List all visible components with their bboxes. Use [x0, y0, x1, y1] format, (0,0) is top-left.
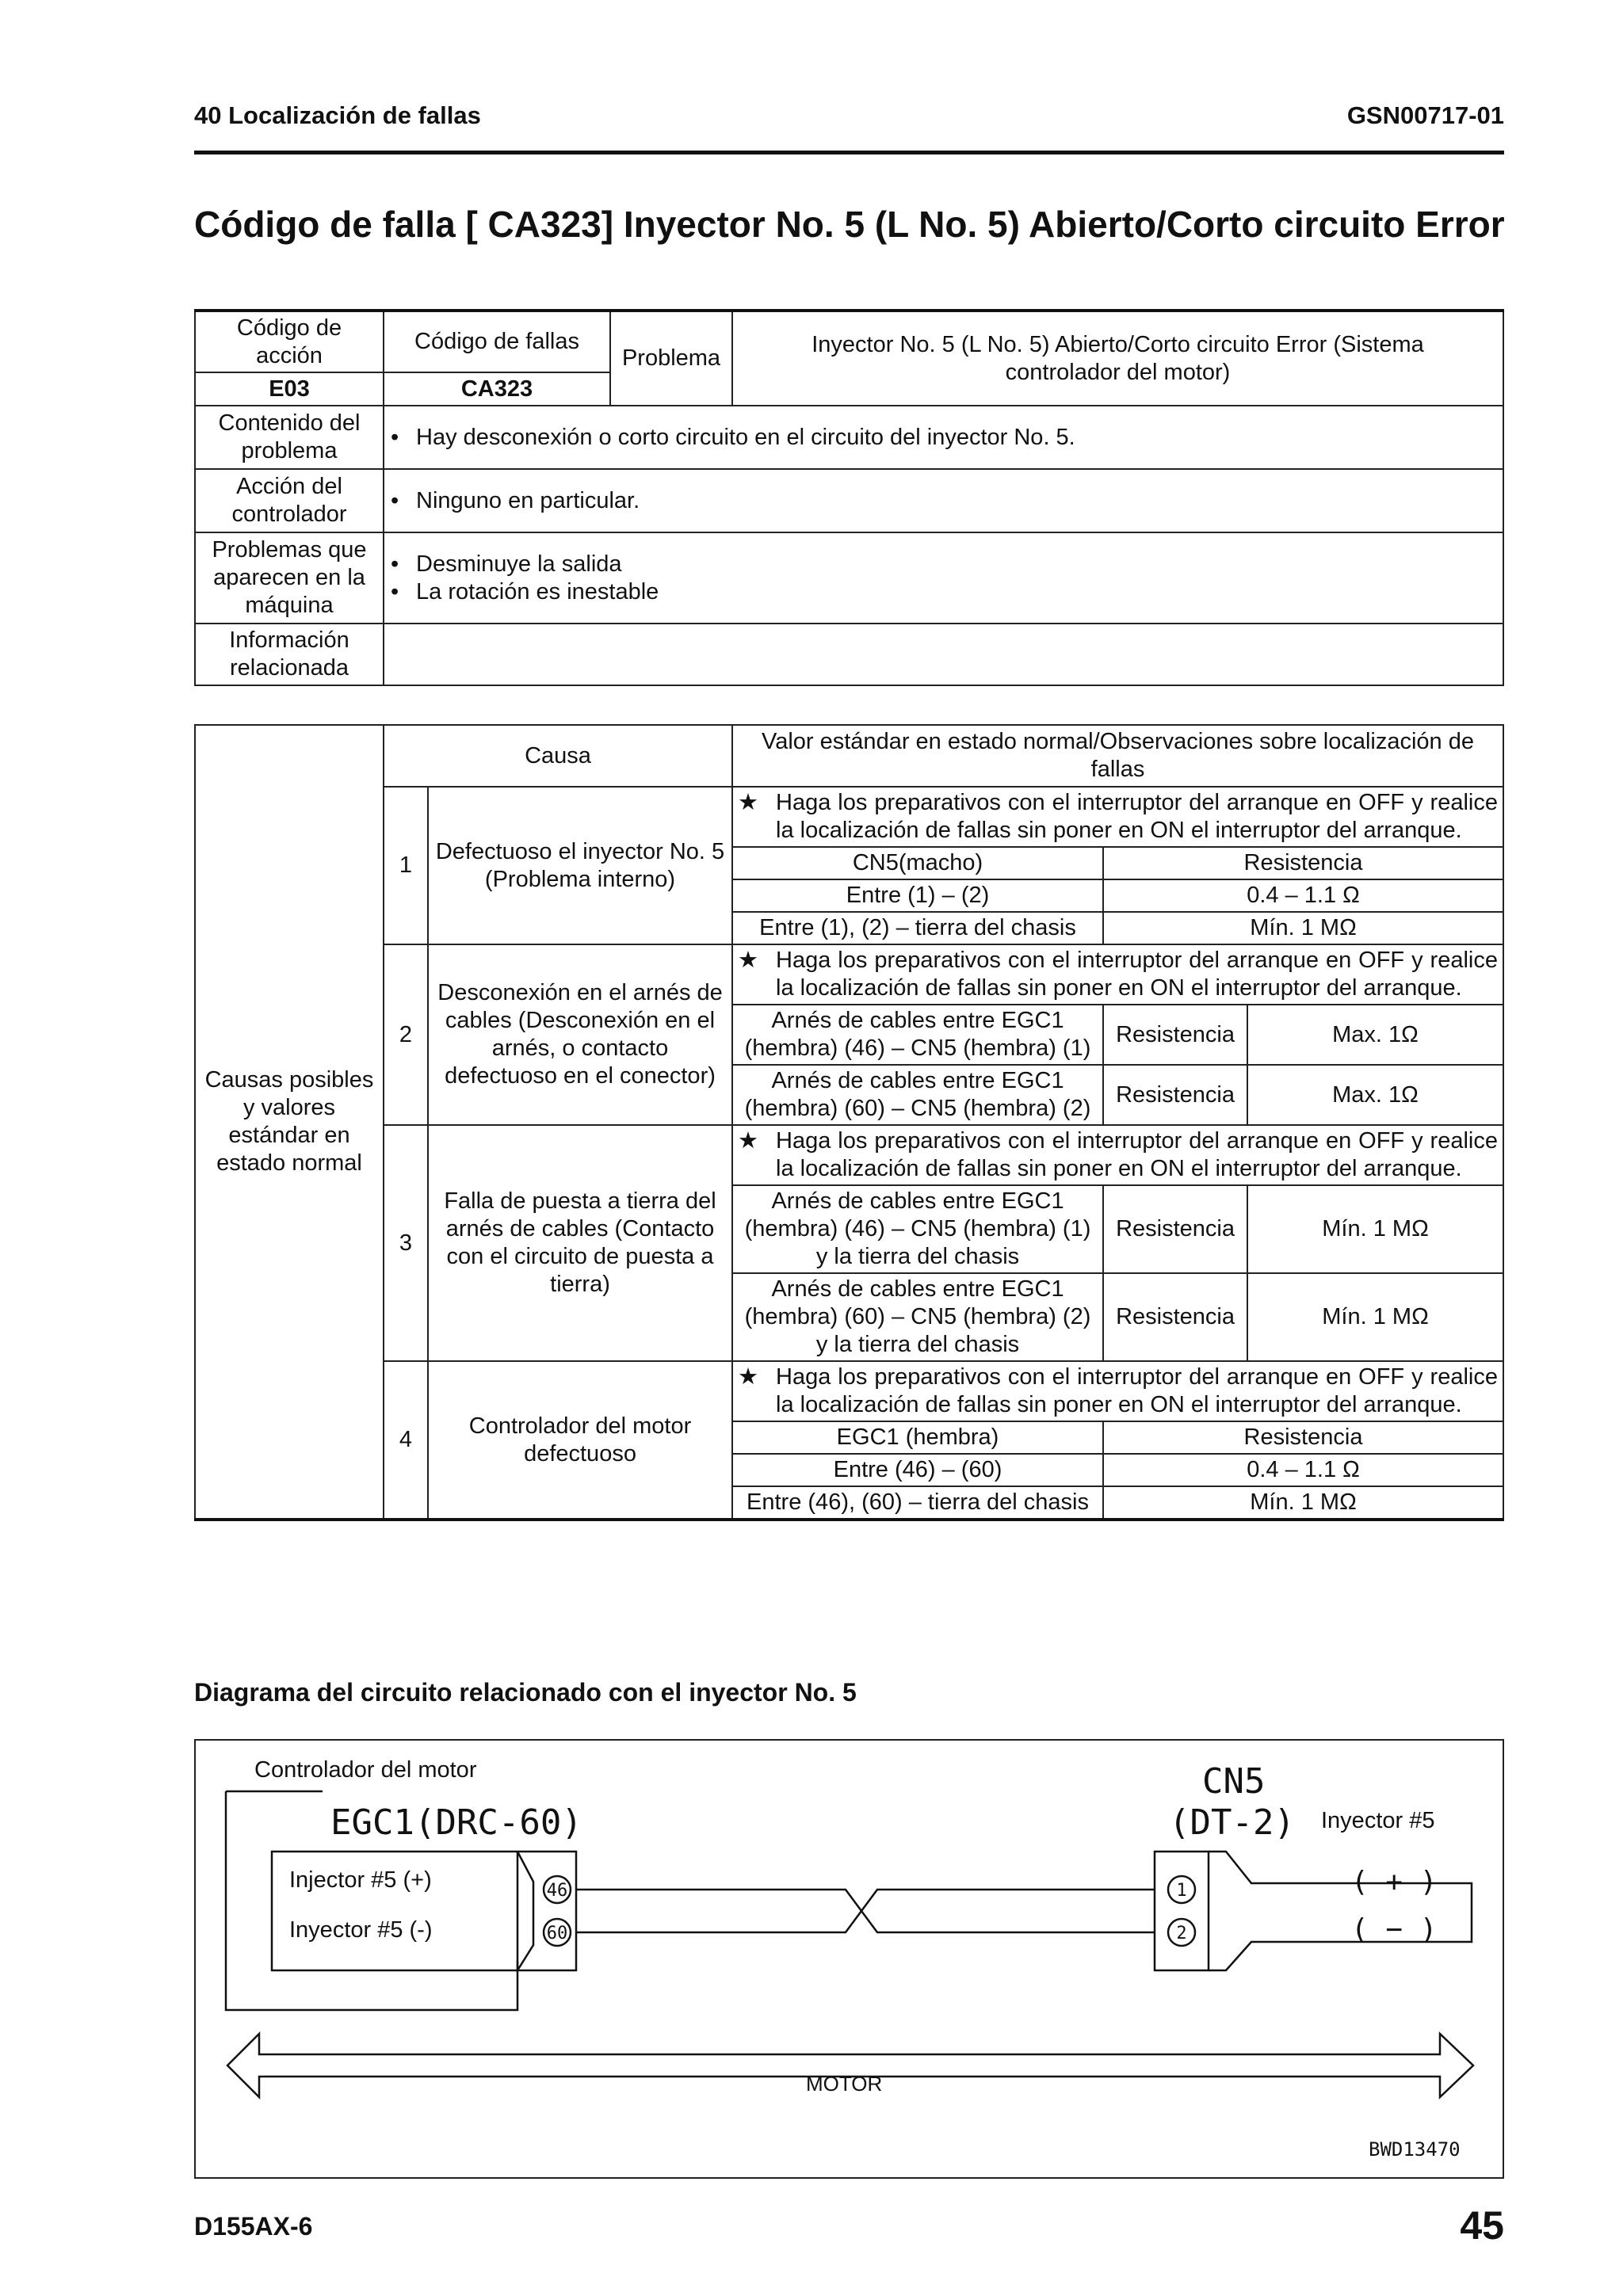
- page-number: 45: [1460, 2203, 1504, 2248]
- prep-note-cell: [732, 1125, 1503, 1185]
- problem-label: Problema: [610, 311, 732, 406]
- prep-note-cell: [732, 944, 1503, 1005]
- section-title: 40 Localización de fallas: [194, 101, 481, 129]
- star-icon: ★: [738, 948, 759, 973]
- check-value: Mín. 1 MΩ: [1103, 1486, 1503, 1520]
- fault-code: CA323: [384, 372, 610, 406]
- cn5-label: CN5: [1202, 1761, 1266, 1802]
- machine-item: Desminuye la salida: [416, 551, 622, 577]
- model-code: D155AX-6: [194, 2212, 313, 2241]
- check-value: Mín. 1 MΩ: [1103, 912, 1503, 944]
- egc-connector-shape: [517, 1852, 533, 1970]
- related-cell: [384, 624, 1503, 685]
- check-type: Resistencia: [1103, 1185, 1247, 1273]
- figure-code: BWD13470: [1369, 2138, 1461, 2161]
- check-value: Max. 1Ω: [1247, 1065, 1503, 1125]
- controller-label: Controlador del motor: [254, 1757, 477, 1783]
- machine-item: La rotación es inestable: [416, 578, 659, 605]
- problem-text: Inyector No. 5 (L No. 5) Abierto/Corto circuito Error (Sistema controlador del motor): [732, 311, 1503, 406]
- related-label: Información relacionada: [195, 624, 384, 685]
- check-value: Max. 1Ω: [1247, 1005, 1503, 1065]
- controller-text: Ninguno en particular.: [416, 487, 640, 513]
- motor-label: MOTOR: [806, 2072, 883, 2096]
- check-value: 0.4 – 1.1 Ω: [1103, 879, 1503, 912]
- check-point: Entre (1) – (2): [732, 879, 1103, 912]
- star-icon: ★: [738, 1364, 759, 1390]
- minus-sign: ( − ): [1351, 1913, 1438, 1946]
- check-point: Entre (46), (60) – tierra del chasis: [732, 1486, 1103, 1520]
- wire: [576, 1890, 1155, 1932]
- pin-2: 2: [1176, 1924, 1187, 1943]
- check-value: Mín. 1 MΩ: [1247, 1185, 1503, 1273]
- fault-code-label: Código de fallas: [384, 311, 610, 372]
- bullet: •: [391, 578, 399, 605]
- check-point: Arnés de cables entre EGC1 (hembra) (46) – CN5 (hembra) (1) y la tierra del chasis: [732, 1185, 1103, 1273]
- check-point: Arnés de cables entre EGC1 (hembra) (46) – CN5 (hembra) (1): [732, 1005, 1103, 1065]
- value-header: Valor estándar en estado normal/Observaciones sobre localización de fallas: [732, 725, 1503, 787]
- check-point: Arnés de cables entre EGC1 (hembra) (60) – CN5 (hembra) (2): [732, 1065, 1103, 1125]
- check-type: Resistencia: [1103, 1065, 1247, 1125]
- controller-label: Acción del controlador: [195, 469, 384, 532]
- cause-number: 2: [384, 944, 428, 1125]
- wire: [576, 1890, 1155, 1932]
- machine-label: Problemas que aparecen en la máquina: [195, 532, 384, 624]
- star-icon: ★: [738, 790, 759, 815]
- cause-text: Controlador del motor defectuoso: [428, 1361, 732, 1520]
- controller-cell: [384, 469, 1503, 532]
- star-icon: ★: [738, 1128, 759, 1154]
- cause-number: 4: [384, 1361, 428, 1520]
- check-type: Resistencia: [1103, 1273, 1247, 1361]
- circuit-diagram-svg: [196, 1741, 1506, 2180]
- header-rule: [194, 151, 1504, 154]
- check-point: Arnés de cables entre EGC1 (hembra) (60) – CN5 (hembra) (2) y la tierra del chasis: [732, 1273, 1103, 1361]
- cn5-connector-body: [1155, 1852, 1209, 1970]
- cause-number: 1: [384, 787, 428, 944]
- check-col1-header: EGC1 (hembra): [732, 1421, 1103, 1454]
- check-value: 0.4 – 1.1 Ω: [1103, 1454, 1503, 1486]
- cause-header: Causa: [384, 725, 732, 787]
- check-value: Mín. 1 MΩ: [1247, 1273, 1503, 1361]
- prep-note-cell: [732, 787, 1503, 847]
- pin-60: 60: [546, 1924, 568, 1943]
- cause-text: Defectuoso el inyector No. 5 (Problema interno): [428, 787, 732, 944]
- injector-label: Inyector #5: [1321, 1808, 1435, 1833]
- bullet: •: [391, 551, 399, 577]
- pin-46: 46: [546, 1881, 568, 1901]
- machine-cell: [384, 532, 1503, 624]
- check-col1-header: CN5(macho): [732, 847, 1103, 879]
- fault-info-table: [194, 309, 1504, 686]
- bullet: •: [391, 424, 399, 450]
- causes-side-label: Causas posibles y valores estándar en estado normal: [195, 725, 384, 1520]
- egc-connector-label: EGC1(DRC-60): [330, 1802, 582, 1843]
- content-cell: [384, 406, 1503, 469]
- prep-note: Haga los preparativos con el interruptor del arranque en OFF y realice la localización de fallas sin poner en ON el interruptor del arranque.: [776, 1364, 1498, 1417]
- pin-1: 1: [1176, 1881, 1187, 1901]
- diagram-caption: Diagrama del circuito relacionado con el inyector No. 5: [194, 1678, 857, 1707]
- cause-number: 3: [384, 1125, 428, 1361]
- circuit-diagram: [194, 1739, 1504, 2179]
- action-code: E03: [195, 372, 384, 406]
- plus-sign: ( + ): [1351, 1866, 1438, 1898]
- cause-text: Falla de puesta a tierra del arnés de cables (Contacto con el circuito de puesta a tierra): [428, 1125, 732, 1361]
- check-col2-header: Resistencia: [1103, 1421, 1503, 1454]
- check-point: Entre (1), (2) – tierra del chasis: [732, 912, 1103, 944]
- action-code-label: Código de acción: [195, 311, 384, 372]
- prep-note: Haga los preparativos con el interruptor del arranque en OFF y realice la localización de fallas sin poner en ON el interruptor del arranque.: [776, 1128, 1498, 1181]
- check-col2-header: Resistencia: [1103, 847, 1503, 879]
- content-label: Contenido del problema: [195, 406, 384, 469]
- pin-plus-label: Injector #5 (+): [289, 1867, 432, 1893]
- prep-note: Haga los preparativos con el interruptor del arranque en OFF y realice la localización de fallas sin poner en ON el interruptor del arranque.: [776, 790, 1498, 843]
- pin-minus-label: Inyector #5 (-): [289, 1917, 433, 1943]
- bullet: •: [391, 487, 399, 513]
- cause-text: Desconexión en el arnés de cables (Desconexión en el arnés, o contacto defectuoso en el conector): [428, 944, 732, 1125]
- prep-note-cell: [732, 1361, 1503, 1421]
- prep-note: Haga los preparativos con el interruptor del arranque en OFF y realice la localización de fallas sin poner en ON el interruptor del arranque.: [776, 948, 1498, 1001]
- document-code: GSN00717-01: [1346, 101, 1504, 129]
- page-title: Código de falla [ CA323] Inyector No. 5 (L No. 5) Abierto/Corto circuito Error: [194, 204, 1505, 245]
- cn5-type-label: (DT-2): [1169, 1802, 1295, 1843]
- check-type: Resistencia: [1103, 1005, 1247, 1065]
- content-text: Hay desconexión o corto circuito en el circuito del inyector No. 5.: [416, 424, 1075, 450]
- causes-table: [194, 724, 1504, 1521]
- check-point: Entre (46) – (60): [732, 1454, 1103, 1486]
